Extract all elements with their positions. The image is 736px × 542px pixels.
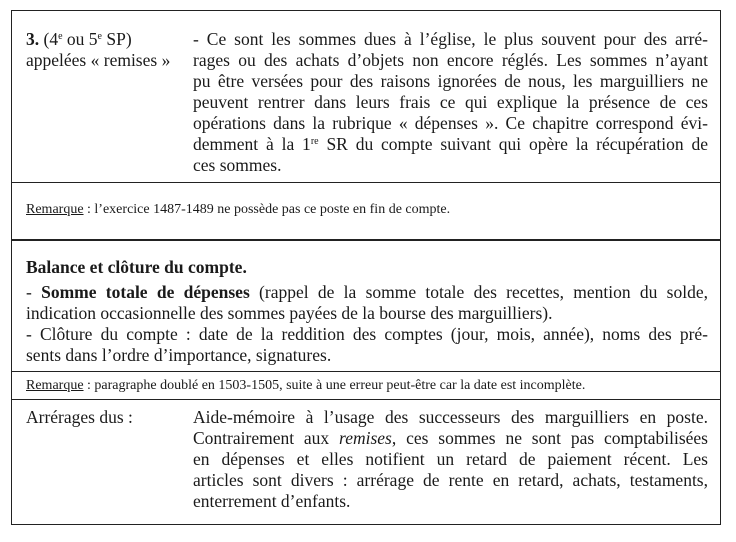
section-3-label-line2: appelées « remises » [26,50,171,70]
text-line: Contrairement aux remises, ces sommes ne sont pas comptabilisées [193,428,708,448]
section-3 [12,29,720,189]
balance-title: Balance et clôture du compte. [26,257,247,277]
text-line: en dépenses et elles notifient un retard de paiement récent. Les [193,449,708,469]
text-line: enterrement d’enfants. [193,491,351,511]
text-line: peuvent rentrer dans leurs frais ce qui explique la présence de ces [193,92,708,112]
text-line: - Ce sont les sommes dues à l’église, le plus souvent pour des arré- [193,29,708,49]
balance-section [12,257,720,366]
remark-text: : paragraphe doublé en 1503-1505, suite à une erreur peut-être car la date est incomplète. [83,378,586,393]
balance-item-1: - Somme totale de dépenses (rappel de la somme totale des recettes, mention du solde, [26,282,708,302]
section-number: 3. [26,29,40,49]
balance-item-2-line2: sents dans l’ordre d’importance, signatures. [26,345,332,365]
balance-item-1-line2: indication occasionnelle des sommes payées de la bourse des marguilliers). [26,303,553,323]
remark-label: Remarque [26,202,84,217]
text-line: demment à la 1re SR du compte suivant qui opère la récupération de [193,134,708,154]
text-line: opérations dans la rubrique « dépenses ». Ce chapitre correspond évi- [193,113,708,133]
balance-item-2: - Clôture du compte : date de la reddition des comptes (jour, mois, année), noms des pré- [26,324,708,344]
arrerages-text [193,407,708,512]
table-frame [11,10,721,525]
remark-label: Remarque [26,378,84,393]
text-line: pu être versées pour des raisons ignorées de nous, les marguilliers ne [193,71,708,91]
remark-text: : l’exercice 1487-1489 ne possède pas ce poste en fin de compte. [83,202,451,217]
divider [12,399,720,400]
section-3-text [193,29,708,176]
text-line: articles sont divers : arrérage de rente en retard, achats, testaments, [193,470,708,490]
text-line: ces sommes. [193,155,282,175]
arrerages-label: Arrérages dus : [26,407,133,427]
remark-2 [12,377,720,395]
section-3-label: 3. (4e ou 5e SP) appelées « remises » [26,29,196,71]
divider [12,371,720,372]
divider-thick [12,239,720,241]
text-line: Aide-mémoire à l’usage des successeurs des marguilliers en poste. [193,407,708,427]
text-line: rages ou des achats d’objets non encore réglés. Les sommes n’ayant [193,50,708,70]
divider [12,182,720,183]
remark-1 [12,201,720,219]
